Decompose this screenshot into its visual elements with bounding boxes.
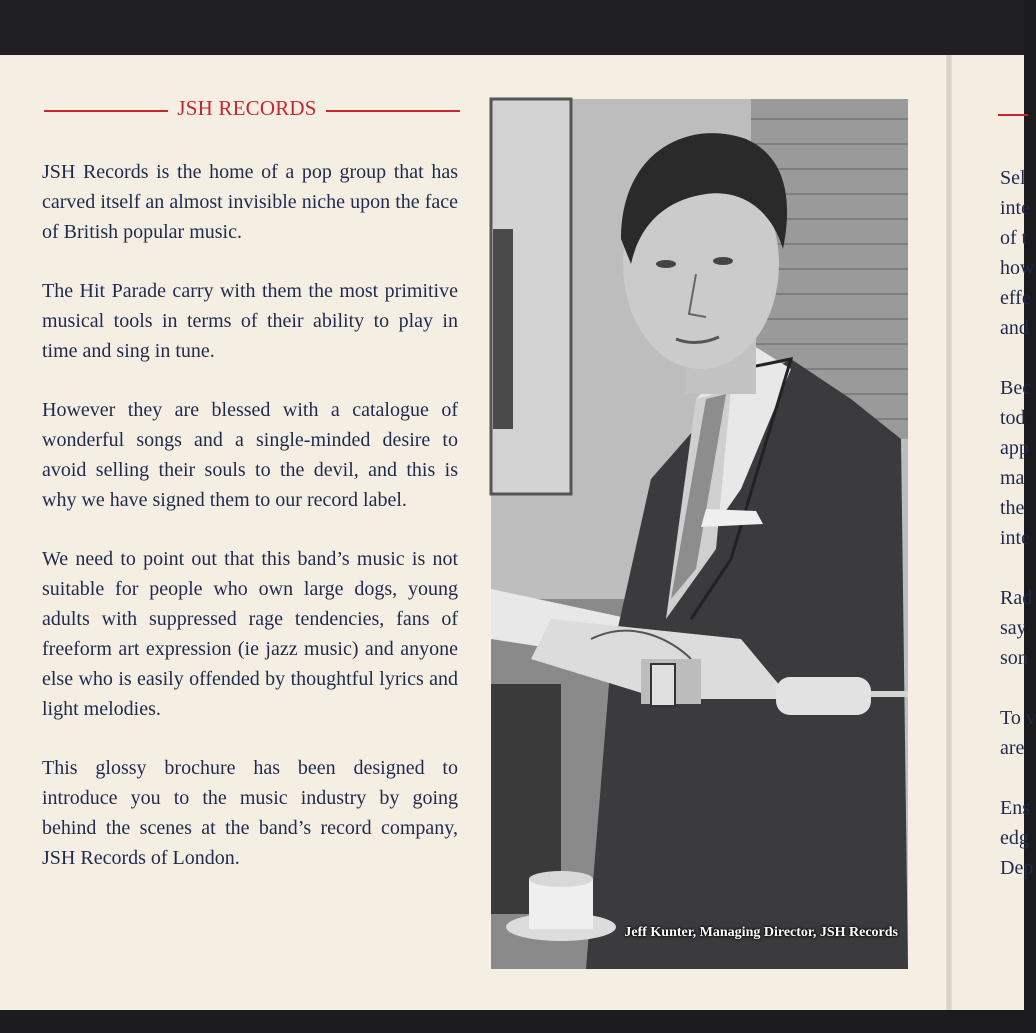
scan-border-top — [0, 0, 1024, 55]
text-fragment: Ens — [1000, 797, 1030, 819]
portrait-photo — [491, 99, 908, 969]
section-heading — [44, 96, 460, 126]
text-fragment: edg — [1000, 827, 1029, 849]
paragraph-2: The Hit Parade carry with them the most primitive musical tools in terms of their ability to play in time and sing in tune. — [42, 280, 458, 362]
paragraph-5: This glossy brochure has been designed to introduce you to the music industry by going behind the scenes at the band’s record company, JSH Records of London. — [42, 757, 458, 869]
heading-title: JSH RECORDS — [177, 96, 317, 120]
text-fragment: Sel — [1000, 167, 1026, 189]
text-fragment: Bec — [1000, 377, 1032, 399]
text-fragment: son — [1000, 647, 1028, 669]
brochure-left-page — [0, 55, 948, 1010]
text-fragment: how — [1000, 257, 1035, 279]
text-fragment: the — [1000, 497, 1025, 519]
text-fragment: inte — [1000, 197, 1030, 219]
paragraph-3: However they are blessed with a catalogue of wonderful songs and a single-minded desire to avoid selling their souls to the devil, and this is why we have signed them to our record label. — [42, 399, 458, 511]
text-fragment: app — [1000, 437, 1029, 459]
text-fragment: ma — [1000, 467, 1025, 489]
text-fragment: inte — [1000, 527, 1030, 549]
text-fragment: are — [1000, 737, 1025, 759]
text-fragment: Dep — [1000, 857, 1034, 879]
body-text — [42, 157, 458, 902]
heading-rule-left — [44, 110, 168, 112]
paragraph-4: We need to point out that this band’s music is not suitable for people who own large dogs, young adults with suppressed rage tendencies, fans of freeform art expression (ie jazz music) and anyone else who is easily offended by thoughtful lyrics and light melodies. — [42, 548, 458, 720]
text-fragment: say — [1000, 617, 1027, 639]
text-fragment: tod — [1000, 407, 1026, 429]
text-fragment: To v — [1000, 707, 1036, 729]
photo-caption: Jeff Kunter, Managing Director, JSH Records — [624, 925, 898, 940]
text-fragment: and — [1000, 317, 1029, 339]
scan-border-bottom — [0, 1010, 1024, 1033]
brochure-right-page — [952, 55, 1036, 1010]
portrait-illustration — [491, 99, 908, 969]
paragraph-1: JSH Records is the home of a pop group that has carved itself an almost invisible niche upon the face of British popular music. — [42, 161, 458, 243]
right-heading-rule — [998, 114, 1028, 116]
heading-rule-right — [326, 110, 460, 112]
text-fragment: Rad — [1000, 587, 1033, 609]
text-fragment: effe — [1000, 287, 1031, 309]
text-fragment: of t — [1000, 227, 1028, 249]
